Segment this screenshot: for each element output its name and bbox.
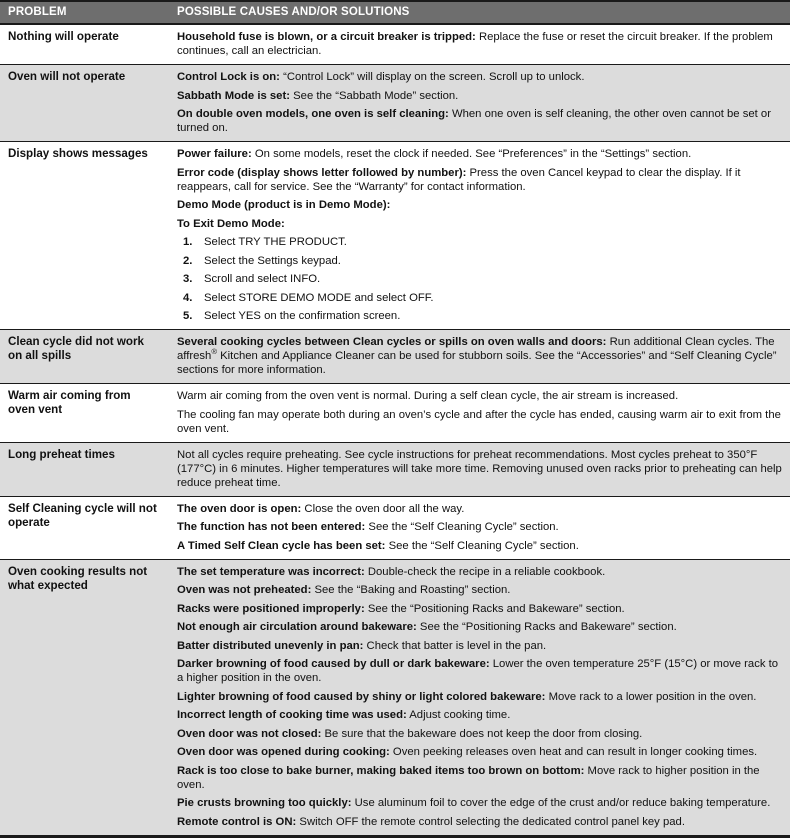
solution-paragraph: [177, 690, 782, 704]
solution-cause-label: Oven door was not closed:: [177, 727, 322, 740]
solution-cause-label: Power failure:: [177, 148, 252, 160]
step-number: 3.: [183, 273, 193, 285]
registered-trademark-icon: ®: [211, 347, 217, 357]
solution-text: See the “Self Cleaning Cycle” section.: [365, 521, 559, 533]
step-text: Select the Settings keypad.: [204, 254, 341, 267]
solution-cause-label: The function has not been entered:: [177, 521, 366, 533]
solution-cause-label: Remote control is ON:: [177, 815, 297, 828]
list-item: [177, 235, 782, 249]
solution-cause-label: To Exit Demo Mode:: [177, 217, 285, 230]
table-row: [0, 559, 790, 835]
list-item: [177, 291, 782, 305]
solution-paragraph: [177, 764, 782, 792]
column-header-solution: POSSIBLE CAUSES AND/OR SOLUTIONS: [168, 2, 790, 24]
solution-text: Move rack to higher position in the oven.: [177, 764, 760, 791]
solution-paragraph: [177, 620, 782, 634]
solution-cell: [168, 442, 790, 496]
table-row: [0, 142, 790, 330]
solution-paragraph: [177, 639, 782, 653]
table-row: [0, 442, 790, 496]
solution-cause-label: Lighter browning of food caused by shiny or light colored bakeware:: [177, 690, 546, 703]
solution-cause-label: Demo Mode (product is in Demo Mode):: [177, 199, 391, 211]
solution-paragraph: [177, 745, 782, 759]
solution-cell: [168, 496, 790, 559]
problem-cell: Clean cycle did not work on all spills: [0, 330, 168, 384]
solution-text: Lower the oven temperature 25°F (15°C) or move rack to a higher position in the oven.: [177, 658, 779, 684]
solution-paragraph: [177, 583, 782, 597]
solution-cause-label: The set temperature was incorrect:: [177, 565, 365, 578]
table-row: [0, 24, 790, 65]
solution-text-continued: Kitchen and Appliance Cleaner can be used for stubborn soils. See the “Accessories” and “Self Cleaning Cycle” sections for more information.: [177, 350, 777, 376]
solution-text: See the “Baking and Roasting” section.: [311, 584, 511, 596]
solution-paragraph: [177, 30, 782, 58]
solution-paragraph: [177, 408, 782, 436]
solution-text: Be sure that the bakeware does not keep the door from closing.: [321, 727, 643, 740]
solution-text: Run additional Clean cycles. The affresh: [177, 336, 775, 362]
solution-paragraph: [177, 708, 782, 722]
solution-cause-label: Several cooking cycles between Clean cycles or spills on oven walls and doors:: [177, 336, 607, 348]
solution-cause-label: Racks were positioned improperly:: [177, 602, 365, 615]
solution-cell: [168, 559, 790, 835]
solution-text: The cooling fan may operate both during an oven’s cycle and after the cycle has ended, causing warm air to exit from the oven vent.: [177, 408, 781, 435]
solution-text: Switch OFF the remote control selecting the dedicated control panel key pad.: [296, 815, 685, 828]
solution-paragraph: [177, 70, 782, 84]
solution-cause-label: Incorrect length of cooking time was used:: [177, 709, 407, 721]
solution-paragraph: [177, 166, 782, 194]
solution-paragraph: [177, 565, 782, 579]
solution-text: Adjust cooking time.: [406, 709, 511, 721]
troubleshooting-table: [0, 2, 790, 835]
problem-cell: Oven will not operate: [0, 65, 168, 142]
solution-text: On some models, reset the clock if needed. See “Preferences” in the “Settings” section.: [251, 148, 692, 160]
solution-text: See the “Self Cleaning Cycle” section.: [385, 539, 579, 552]
table-header-row: [0, 2, 790, 24]
solution-text: Double-check the recipe in a reliable cookbook.: [364, 565, 606, 578]
solution-cause-label: Control Lock is on:: [177, 71, 280, 83]
list-item: [177, 272, 782, 286]
solution-cause-label: Not enough air circulation around bakeware:: [177, 621, 417, 633]
solution-text: Not all cycles require preheating. See cycle instructions for preheat recommendations. Most cycles preheat to 350°F (177°C) in 6 minutes. Higher temperatures will take more time. Removing unused oven racks prior to preheating can help reduce preheat time.: [177, 448, 782, 489]
solution-cause-label: Sabbath Mode is set:: [177, 89, 290, 102]
problem-cell: Warm air coming from oven vent: [0, 384, 168, 443]
solution-cell: [168, 65, 790, 142]
solution-text: Oven peeking releases oven heat and can result in longer cooking times.: [389, 746, 758, 758]
solution-cause-label: A Timed Self Clean cycle has been set:: [177, 539, 386, 552]
solution-paragraph: [177, 502, 782, 516]
solution-cell: [168, 384, 790, 443]
table-body: [0, 24, 790, 835]
problem-cell: Long preheat times: [0, 442, 168, 496]
problem-cell: Nothing will operate: [0, 24, 168, 65]
solution-text: When one oven is self cleaning, the other oven cannot be set or turned on.: [177, 108, 771, 134]
list-item: [177, 309, 782, 323]
solution-cause-label: Error code (display shows letter followed by number):: [177, 166, 467, 179]
solution-paragraph: [177, 796, 782, 810]
solution-cell: [168, 24, 790, 65]
solution-cause-label: On double oven models, one oven is self cleaning:: [177, 108, 449, 120]
solution-cause-label: Oven was not preheated:: [177, 584, 312, 596]
problem-cell: Display shows messages: [0, 142, 168, 330]
step-text: Select YES on the confirmation screen.: [204, 310, 401, 322]
table-row: [0, 496, 790, 559]
solution-paragraph: [177, 389, 782, 403]
solution-cause-label: Rack is too close to bake burner, making baked items too brown on bottom:: [177, 764, 585, 777]
solution-text: See the “Sabbath Mode” section.: [290, 89, 459, 102]
table-header: [0, 2, 790, 24]
solution-paragraph: [177, 727, 782, 741]
step-number: 5.: [183, 310, 193, 322]
solution-paragraph: [177, 448, 782, 490]
column-header-problem: PROBLEM: [0, 2, 168, 24]
solution-text: Close the oven door all the way.: [301, 502, 465, 515]
table-row: [0, 330, 790, 384]
solution-paragraph: [177, 198, 782, 212]
solution-text: Move rack to a lower position in the oven.: [545, 690, 757, 703]
table-row: [0, 384, 790, 443]
step-text: Select STORE DEMO MODE and select OFF.: [204, 291, 434, 304]
solution-cause-label: Oven door was opened during cooking:: [177, 746, 390, 758]
solution-paragraph: [177, 815, 782, 829]
solution-cause-label: Household fuse is blown, or a circuit breaker is tripped:: [177, 31, 476, 43]
solution-text: Warm air coming from the oven vent is normal. During a self clean cycle, the air stream is increased.: [177, 390, 679, 402]
solution-paragraph: [177, 147, 782, 161]
solution-text: See the “Positioning Racks and Bakeware” section.: [416, 621, 677, 633]
solution-cause-label: The oven door is open:: [177, 502, 302, 515]
solution-paragraph: [177, 107, 782, 135]
solution-paragraph: [177, 602, 782, 616]
problem-cell: Self Cleaning cycle will not operate: [0, 496, 168, 559]
solution-paragraph: [177, 89, 782, 103]
step-text: Select TRY THE PRODUCT.: [204, 236, 347, 248]
numbered-step-list: [177, 235, 782, 323]
list-item: [177, 254, 782, 268]
solution-text: Replace the fuse or reset the circuit breaker. If the problem continues, call an electrician.: [177, 31, 773, 57]
solution-paragraph: [177, 335, 782, 377]
solution-cause-label: Darker browning of food caused by dull or dark bakeware:: [177, 658, 490, 670]
solution-paragraph: [177, 657, 782, 685]
step-number: 2.: [183, 254, 193, 267]
solution-cell: [168, 142, 790, 330]
step-number: 1.: [183, 236, 193, 248]
solution-text: Check that batter is level in the pan.: [363, 639, 547, 652]
solution-cause-label: Pie crusts browning too quickly:: [177, 797, 352, 809]
solution-paragraph: [177, 217, 782, 231]
solution-cell: [168, 330, 790, 384]
solution-paragraph: [177, 539, 782, 553]
problem-cell: Oven cooking results not what expected: [0, 559, 168, 835]
solution-text: See the “Positioning Racks and Bakeware” section.: [364, 602, 625, 615]
table-row: [0, 65, 790, 142]
step-number: 4.: [183, 291, 193, 304]
solution-paragraph: [177, 520, 782, 534]
solution-text: “Control Lock” will display on the screen. Scroll up to unlock.: [279, 71, 585, 83]
step-text: Scroll and select INFO.: [204, 273, 321, 285]
solution-text: Press the oven Cancel keypad to clear the display. If it reappears, call for service. See the “Warranty” for contact information.: [177, 166, 741, 193]
solution-cause-label: Batter distributed unevenly in pan:: [177, 639, 364, 652]
solution-text: Use aluminum foil to cover the edge of the crust and/or reduce baking temperature.: [351, 797, 771, 809]
